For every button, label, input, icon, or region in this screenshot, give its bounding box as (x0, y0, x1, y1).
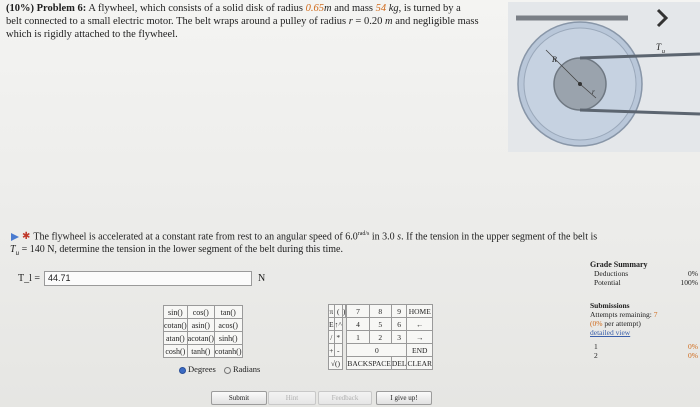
left-arrow-button[interactable]: ← (407, 318, 433, 331)
submission-number: 2 (594, 351, 598, 360)
part-text-b: in 3.0 (369, 231, 398, 243)
del-button[interactable]: DEL (391, 358, 407, 368)
multiply-button[interactable]: * (334, 331, 342, 344)
grade-summary (590, 260, 700, 360)
keypad (328, 304, 433, 370)
pulley-radius-unit: m (384, 16, 393, 27)
tan-button[interactable]: tan() (214, 306, 242, 319)
per-attempt-pct: (0% (590, 319, 603, 328)
home-button[interactable]: HOME (408, 306, 431, 316)
key-0[interactable]: 0 (347, 344, 407, 357)
play-icon[interactable] (10, 232, 20, 242)
sin-button[interactable]: sin() (164, 306, 188, 319)
submit-button[interactable]: Submit (211, 391, 267, 405)
e-button[interactable]: E (329, 319, 334, 329)
problem-text-1a: A flywheel, which consists of a solid disk of radius (88, 3, 306, 14)
potential-value: 100% (680, 278, 698, 287)
key-4[interactable]: 4 (347, 318, 369, 331)
radians-radio[interactable] (224, 367, 231, 374)
atan-button[interactable]: atan() (164, 332, 188, 345)
answer-row (18, 270, 274, 286)
label-Tu-sub: u (662, 49, 665, 55)
answer-unit: N (258, 272, 266, 284)
potential-row (590, 278, 700, 287)
label-Tu: T (656, 42, 662, 52)
submissions-title: Submissions (590, 301, 630, 310)
deductions-label: Deductions (594, 269, 629, 278)
mass-unit: kg (388, 3, 399, 14)
problem-text-1c: , is turned by a (398, 3, 461, 14)
divide-button[interactable]: / (330, 332, 333, 342)
label-r: r (592, 88, 595, 96)
backspace-button[interactable]: BACKSPACE (347, 358, 391, 368)
cos-button[interactable]: cos() (187, 306, 214, 319)
submission-number: 1 (594, 342, 598, 351)
key-3[interactable]: 3 (391, 331, 407, 344)
key-7[interactable]: 7 (347, 305, 369, 318)
pi-button[interactable]: π (329, 306, 334, 316)
cotanh-button[interactable]: cotanh() (214, 346, 242, 356)
attempts-label: Attempts remaining: (590, 310, 652, 319)
key-5[interactable]: 5 (369, 318, 391, 331)
minus-button[interactable]: - (334, 344, 342, 357)
tu-symbol: T (10, 244, 16, 256)
tu-subscript: u (15, 249, 20, 258)
problem-statement (6, 2, 526, 41)
per-attempt-text: per attempt) (602, 319, 641, 328)
submission-row (590, 351, 700, 360)
part-text-a: The flywheel is accelerated at a constant rate from rest to an angular speed of 6.0 (33, 231, 358, 243)
radians-label: Radians (232, 364, 261, 374)
pulley-radius-symbol: r (348, 16, 353, 27)
problem-text-1b: and mass (331, 3, 376, 14)
key-2[interactable]: 2 (369, 331, 391, 344)
attempts-remaining (590, 310, 700, 319)
plus-button[interactable]: + (329, 345, 334, 355)
pulley-radius-value: = 0.20 (352, 16, 385, 27)
acos-button[interactable]: acos() (214, 319, 242, 332)
submission-value: 0% (688, 342, 698, 351)
deductions-row (590, 269, 700, 278)
problem-title: Problem 6: (36, 3, 87, 14)
submission-row (590, 342, 700, 351)
clear-button[interactable]: CLEAR (407, 358, 433, 368)
right-arrow-button[interactable]: → (407, 331, 433, 344)
problem-weight: (10%) (6, 3, 34, 14)
key-9[interactable]: 9 (391, 305, 407, 318)
power-button[interactable]: ↑^ (334, 319, 342, 329)
end-button[interactable]: END (407, 344, 433, 357)
asin-button[interactable]: asin() (187, 319, 214, 332)
problem-text-2: belt connected to a small electric motor. The belt wraps around a pulley of radius (6, 16, 349, 27)
problem-text-2-end: and negligible mass (392, 16, 479, 27)
part-text-line2: = 140 N, determine the tension in the lower segment of the belt during this time. (19, 244, 343, 256)
part-question: ✱ The flywheel is accelerated at a constant rate from rest to an angular speed of $6.0^{rad/s}$ in 3.0 s. If the tension in the upper segment of the belt is $T_u = 140$ N, determine the tension in the lower segment of the belt during this time. (10, 231, 598, 258)
hint-button[interactable]: Hint (268, 391, 316, 405)
key-6[interactable]: 6 (391, 318, 407, 331)
degrees-radio[interactable] (179, 367, 186, 374)
key-8[interactable]: 8 (369, 305, 391, 318)
sqrt-button[interactable]: √() (329, 357, 343, 370)
key-1[interactable]: 1 (347, 331, 369, 344)
answer-label: T_l = (18, 272, 41, 284)
mass-value: 54 (375, 3, 387, 14)
label-R: R (552, 55, 557, 64)
radius-unit: m (323, 3, 332, 14)
feedback-button[interactable]: Feedback (318, 391, 372, 405)
degrees-label: Degrees (188, 364, 216, 374)
angle-mode (173, 364, 260, 374)
flywheel-figure (508, 2, 700, 152)
tanh-button[interactable]: tanh() (187, 345, 214, 358)
grade-summary-title: Grade Summary (590, 260, 648, 269)
detailed-view-link[interactable]: detailed view (590, 328, 631, 337)
omega-unit-num: rad (357, 231, 366, 237)
deductions-value: 0% (688, 269, 698, 278)
sinh-button[interactable]: sinh() (214, 332, 242, 345)
give-up-button[interactable]: I give up! (376, 391, 432, 405)
part-text-c: . If the tension in the upper segment of the belt is (401, 231, 598, 243)
omega-unit-den: s (367, 231, 370, 237)
rparen-button[interactable]: ) (342, 306, 346, 316)
submission-value: 0% (688, 351, 698, 360)
per-attempt (590, 319, 700, 328)
time-unit: s (397, 231, 402, 243)
cotan-button[interactable]: cotan() (164, 320, 187, 330)
radius-value: 0.65 (305, 3, 324, 14)
potential-label: Potential (594, 278, 621, 287)
lparen-button[interactable]: ( (334, 305, 342, 318)
cosh-button[interactable]: cosh() (165, 346, 186, 356)
function-keys (163, 305, 243, 358)
attempts-value: 7 (653, 310, 658, 319)
problem-text-3: which is rigidly attached to the flywheel. (6, 29, 178, 40)
asterisk-icon: ✱ (22, 231, 31, 243)
answer-input[interactable]: 44.71 (44, 271, 252, 286)
acotan-button[interactable]: acotan() (187, 333, 214, 343)
